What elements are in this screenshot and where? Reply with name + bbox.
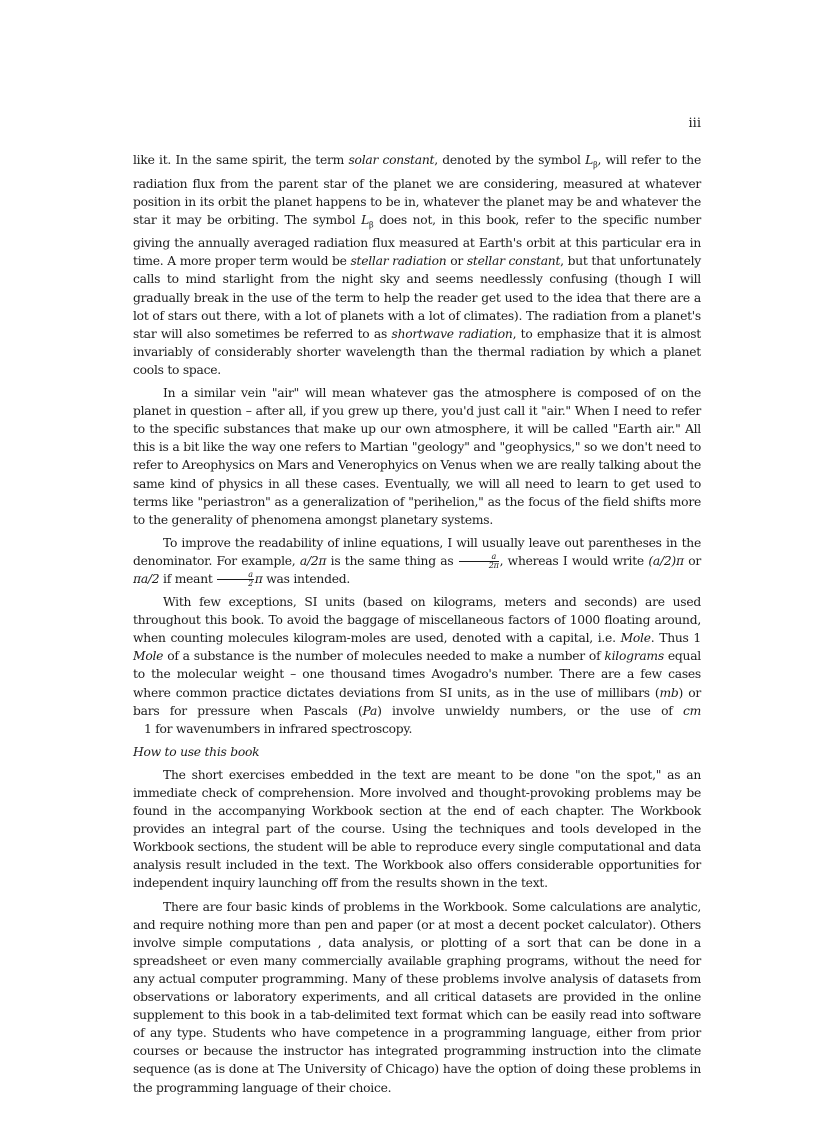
paragraph-si-units: With few exceptions, SI units (based on kilograms, meters and seconds) are used throughout this book. To avoid the baggage of miscellaneous factors of 1000 floating around, when counting molecules kilogram-moles are used, denoted with a capital, i.e. Mole. Thus 1 Mole of a substance is the number of molecules needed to make a number of kilograms equal to the molecular weight – one thousand times Avogadro's number. There are a few cases where common practice dictates deviations from SI units, as in the use of millibars (mb) or bars for pressure when Pascals (Pa) involve unwieldy numbers, or the use of cm 1 for wavenumbers in infrared spectroscopy.: [133, 595, 701, 736]
term-solar-constant: solar constant: [348, 153, 435, 167]
paragraph-exercises: The short exercises embedded in the text are meant to be done "on the spot," as an immediate check of comprehension. More involved and thought-provoking problems may be found in the accompanying Workbook section at the end of each chapter. The Workbook provides an integral part of the course. Using the techniques and tools developed in the Workbook sections, the student will be able to reproduce every single computational and data analysis result included in the text. The Workbook also offers considerable opportunities for independent inquiry launching off from the results shown in the text.: [133, 767, 701, 891]
paragraph-inline-equations: To improve the readability of inline equations, I will usually leave out parentheses in the denominator. For example, a/2π is the same thing as $\frac{a}{2\pi}$ , whereas I would write (a/2)π or πa/2 if meant $\frac{a}{2}$ π was intended.: [133, 535, 701, 588]
page-number: iii: [688, 116, 701, 131]
paragraph-solar-constant: like it. In the same spirit, the term solar constant, denoted by the symbol $L_\beta$, will refer to the radiation flux from the parent star of the planet we are considering, measured at whatever position in its orbit the planet happens to be in, whatever the planet may be and whatever the star it may be orbiting. The symbol $L_\beta$ does not, in this book, refer to the specific number giving the annually averaged radiation flux measured at Earth's orbit at this particular era in time. A more proper term would be stellar radiation or stellar constant, but that unfortunately calls to mind starlight from the night sky and seems needlessly confusing (though I will gradually break in the use of the term to help the reader get used to the idea that there are a lot of stars out there, with a lot of planets with a lot of climates). The radiation from a planet's star will also sometimes be referred to as shortwave radiation, to emphasize that it is almost invariably of considerably shorter wavelength than the thermal radiation by which a planet cools to space.: [133, 153, 702, 377]
fraction-a-over-2pi: $\frac{a}{2\pi}$: [459, 553, 499, 570]
paragraph-problem-kinds: There are four basic kinds of problems in the Workbook. Some calculations are analytic, and require nothing more than pen and paper (or at most a decent pocket calculator). Others involve simple computations , data analysis, or plotting of a sort that can be done in a spreadsheet or even many commercially available graphing programs, without the need for any actual computer programming. Many of these problems involve analysis of datasets from observations or laboratory experiments, and all critical datasets are provided in the online supplement to this book in a tab-delimited text format which can be easily read into software of any type. Students who have competence in a programming language, either from prior courses or because the instructor has integrated programming instruction into the climate sequence (as is done at The University of Chicago) have the option of doing these problems in the programming language of their choice.: [133, 899, 701, 1095]
body-text: [133, 151, 701, 1102]
paragraph-air: In a similar vein "air" will mean whatever gas the atmosphere is composed of on the planet in question – after all, if you grew up there, you'd just call it "air." When I need to refer to the specific substances that make up our own atmosphere, it will be called "Earth air." All this is a bit like the way one refers to Martian "geology" and "geophysics," so we don't need to refer to Areophysics on Mars and Venerophyics on Venus when we are really talking about the same kind of physics in all these cases. Eventually, we will all need to learn to get used to terms like "periastron" as a generalization of "perihelion," as the focus of the field shifts more to the generality of phenomena amongst planetary systems.: [133, 386, 701, 527]
fraction-a-over-2: $\frac{a}{2}$: [217, 571, 254, 588]
symbol-l: L: [585, 153, 594, 167]
section-heading-how-to-use: How to use this book: [133, 744, 260, 759]
